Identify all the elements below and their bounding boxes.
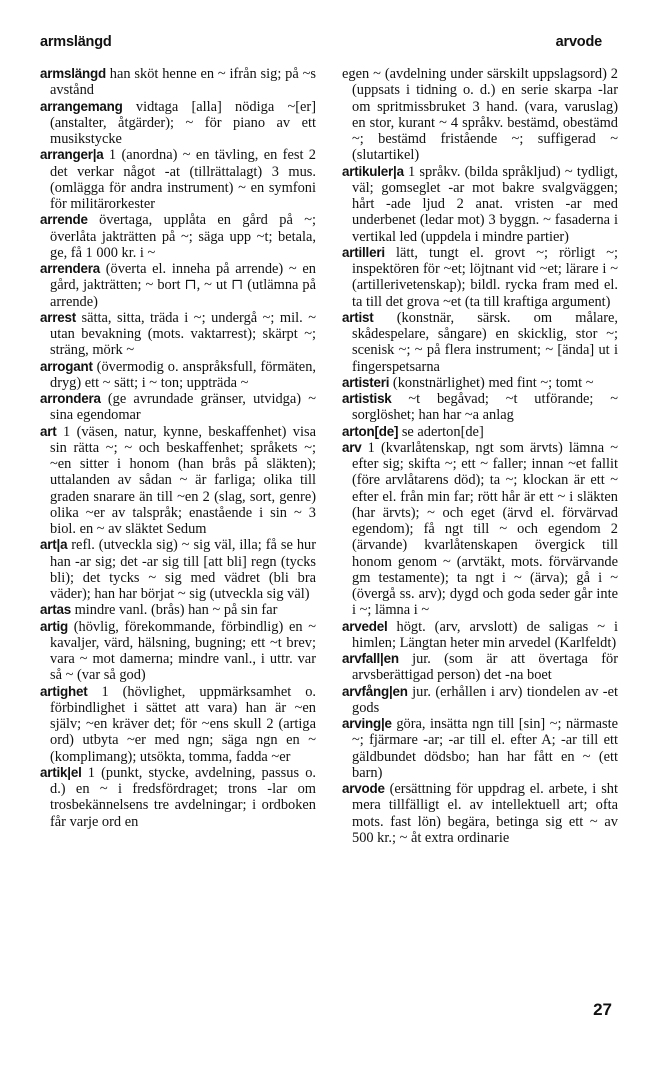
dictionary-entry [40, 765, 316, 830]
entry-text: 1 (kvarlåtenskap, ngt som ärvts) lämna ~ efter sig; skifta ~; ett ~ faller; innan ~et fallit (före arvlåtarens död); ta ~; klockan är ett ~ efter el. från min far; rött hår är ett ~ i släkten (har ärvts); ~ och eget (ärvd el. förvärvad egendom); få ngt till ~ och egendom 2 (ärvande) kvarlåtenskapen övergick till honom genom ~ (arvtäkt, mots. förvärvande gm testamente); ta ngt i ~ (ärva); gå i ~ (övergå ss. arv); dygd och goda seder går inte i ~; lämna i ~ [352, 439, 618, 619]
entry-headword: artas [40, 602, 72, 618]
entry-headword: arton[de] [342, 423, 399, 439]
dictionary-entry [40, 147, 316, 212]
entry-text: vidtaga [alla] nödiga ~[er] (anstalter, åtgärder); ~ för piano av ett musikstycke [50, 98, 316, 147]
dictionary-entry [342, 66, 618, 164]
left-column [40, 66, 316, 830]
entry-text: ~t begåvad; ~t utförande; ~ sorglöshet; han har ~a anlag [352, 391, 618, 424]
entry-headword: arvfång|en [342, 683, 408, 699]
entry-headword: arrangemang [40, 98, 123, 114]
entry-text: övertaga, upplåta en gård på ~; överlåta jakträtten på ~; säga upp ~t; betala, ge, få 1 000 kr. i ~ [50, 212, 316, 261]
entry-headword: arvfall|en [342, 651, 399, 666]
dictionary-entry [342, 310, 618, 375]
entry-text: refl. (utveckla sig) ~ sig väl, illa; få se hur han -ar sig; det -ar sig till [att bli] regn (tycks bli); det tycks ~ sig med vädret (bli bra väder); han har börjat ~ sig (utveckla sig väl) [50, 537, 316, 602]
running-head-right: arvode [555, 34, 602, 50]
entry-headword: artighet [40, 683, 88, 699]
entry-text: (konstnärlighet) med fint ~; tomt ~ [389, 374, 594, 391]
entry-text: 1 (anordna) ~ en tävling, en fest 2 det verkar något -at (tillrättalagt) 3 mus. (omlägga för andra instrument) ~ en symfoni för militärorkester [50, 147, 316, 212]
entry-text: 1 (väsen, natur, kynne, beskaffenhet) visa sin rätta ~; ~ och beskaffenhet; språkets ~; ~en sitter i honom (han brås på släkten); uttalanden av sådan ~ är farliga; olika till graden snarare än till ~en 2 (slag, sort, genre) olika ~er av talspråk; enastående i sin ~ 3 biol. en ~ av släktet Sedum [50, 423, 316, 537]
entry-headword: artikuler|a [342, 163, 404, 179]
dictionary-entry [342, 651, 618, 684]
entry-text: (ersättning för uppdrag el. arbete, i sht mera tillfälligt el. av intellektuell art; ofta mots. fast lön) begära, betinga sig ett ~ av 500 kr.; ~ åt extra ordinarie [352, 781, 618, 846]
entry-headword: arvode [342, 781, 385, 796]
dictionary-entry [342, 440, 618, 619]
dictionary-entry [40, 602, 316, 618]
entry-text: göra, insätta ngn till [sin] ~; närmaste ~; fjärmare -ar; -ar till el. efter A; -ar till ett gäldbundet dödsbo; han har fått en ~ (ett barn) [352, 716, 618, 781]
entry-text: se aderton[de] [398, 423, 484, 440]
dictionary-entry [40, 684, 316, 765]
entry-headword: arrogant [40, 358, 93, 374]
entry-headword: arv [342, 439, 362, 455]
entry-text: jur. (som är att övertaga för arvsberättigad person) det -na boet [352, 651, 618, 684]
entry-headword: arrende [40, 212, 88, 228]
page-number: 27 [593, 1000, 612, 1019]
dictionary-entry [342, 424, 618, 440]
dictionary-entry [342, 619, 618, 652]
dictionary-entry [40, 99, 316, 148]
entry-headword: arving|e [342, 716, 392, 731]
entry-headword: art [40, 423, 57, 439]
entry-text: (överta el. inneha på arrende) ~ en gård, jakträtten; ~ bort ⊓, ~ ut ⊓ (utlämna på arrende) [50, 261, 316, 310]
entry-headword: arranger|a [40, 147, 104, 163]
dictionary-entry [40, 310, 316, 359]
entry-text: (ge avrundade gränser, utvidga) ~ sina egendomar [50, 391, 316, 424]
entry-headword: arrendera [40, 261, 100, 276]
dictionary-entry [342, 684, 618, 717]
entry-text: (övermodig o. anspråksfull, förmäten, dryg) ett ~ sätt; i ~ ton; uppträda ~ [50, 358, 316, 391]
dictionary-entry [40, 261, 316, 310]
entry-headword: arvedel [342, 618, 388, 634]
entry-text: 1 språkv. (bilda språkljud) ~ tydligt, väl; gomseglet -ar mot bakre svalgväggen; hårt -ade ljud 2 anat. vristen -ar med underbenet (ledar mot) 3 byggn. ~ fasaderna i vertikal led (uppdela i mindre partier) [352, 163, 618, 245]
entry-headword: artist [342, 309, 374, 325]
entry-headword: artik|el [40, 764, 82, 780]
dictionary-entry [40, 619, 316, 684]
right-column [342, 66, 618, 846]
dictionary-entry [342, 164, 618, 245]
dictionary-entry [40, 66, 316, 99]
entry-headword: artig [40, 618, 69, 634]
dictionary-entry [40, 424, 316, 538]
entry-text: sätta, sitta, träda i ~; undergå ~; mil. ~ utan bevakning (mots. vaktarrest); skärpt ~; sträng, mörk ~ [50, 309, 316, 359]
entry-headword: artisteri [342, 374, 390, 390]
entry-text: mindre vanl. (brås) han ~ på sin far [71, 602, 278, 619]
entry-headword: artistisk [342, 391, 392, 406]
dictionary-entry [342, 391, 618, 424]
dictionary-entry [342, 716, 618, 781]
dictionary-entry [342, 375, 618, 391]
dictionary-entry [40, 391, 316, 424]
dictionary-entry [40, 212, 316, 261]
dictionary-entry [40, 537, 316, 602]
dictionary-entry [40, 359, 316, 392]
entry-headword: armslängd [40, 66, 106, 81]
entry-text: egen ~ (avdelning under särskilt uppslagsord) 2 (uppsats i tidning o. d.) en serie skarpa -lar om spritmissbruket 3 hand. (vara, varuslag) en stor, kurant ~ 4 språkv. bestämd, obestämd ~; bestämd fristående ~; suffigerad ~ (slutartikel) [342, 66, 618, 164]
entry-text: jur. (erhållen i arv) tiondelen av -et gods [352, 683, 618, 716]
entry-text: lätt, tungt el. grovt ~; rörligt ~; inspektören för ~et; löjtnant vid ~et; lärare i ~ (artillerivetenskap); bildl. rycka fram med el. ta till det grova ~et (ta till kraftiga argument) [352, 244, 618, 310]
entry-text: 1 (hövlighet, uppmärksamhet o. förbindlighet i sättet att vara) han är ~en själv; ~en kräver det; för ~ens skull 2 (artiga ord) utbyta ~er med ngn; säga ngn en ~ (komplimang); utsökta, tomma, fadda ~er [50, 683, 316, 765]
entry-text: han sköt henne en ~ ifrån sig; på ~s avstånd [50, 66, 316, 99]
entry-text: (hövlig, förekommande, förbindlig) en ~ kavaljer, värd, hälsning, bugning; ett ~t brev; vara ~ mot damerna; mindre vanl., i uttr. var så ~ (var så god) [50, 618, 316, 684]
entry-headword: arrondera [40, 391, 101, 406]
entry-text: 1 (punkt, stycke, avdelning, passus o. d.) en ~ i fredsfördraget; trons -lar om trosbekännelsens tre avdelningar; i ordboken får varje ord en [50, 764, 316, 830]
entry-headword: arrest [40, 309, 77, 325]
dictionary-entry [342, 245, 618, 310]
entry-text: högt. (arv, arvslott) de saligas ~ i himlen; Längtan heter min arvedel (Karlfeldt) [352, 618, 618, 651]
entry-headword: artilleri [342, 244, 385, 260]
dictionary-entry [342, 781, 618, 846]
entry-headword: art|a [40, 537, 68, 553]
entry-text: (konstnär, särsk. om målare, skådespelare, sångare) en skicklig, stor ~; scenisk ~; ~ på flera instrument; ~ [ända] ut i fingerspetsarna [352, 309, 618, 375]
running-head-left: armslängd [40, 34, 112, 50]
